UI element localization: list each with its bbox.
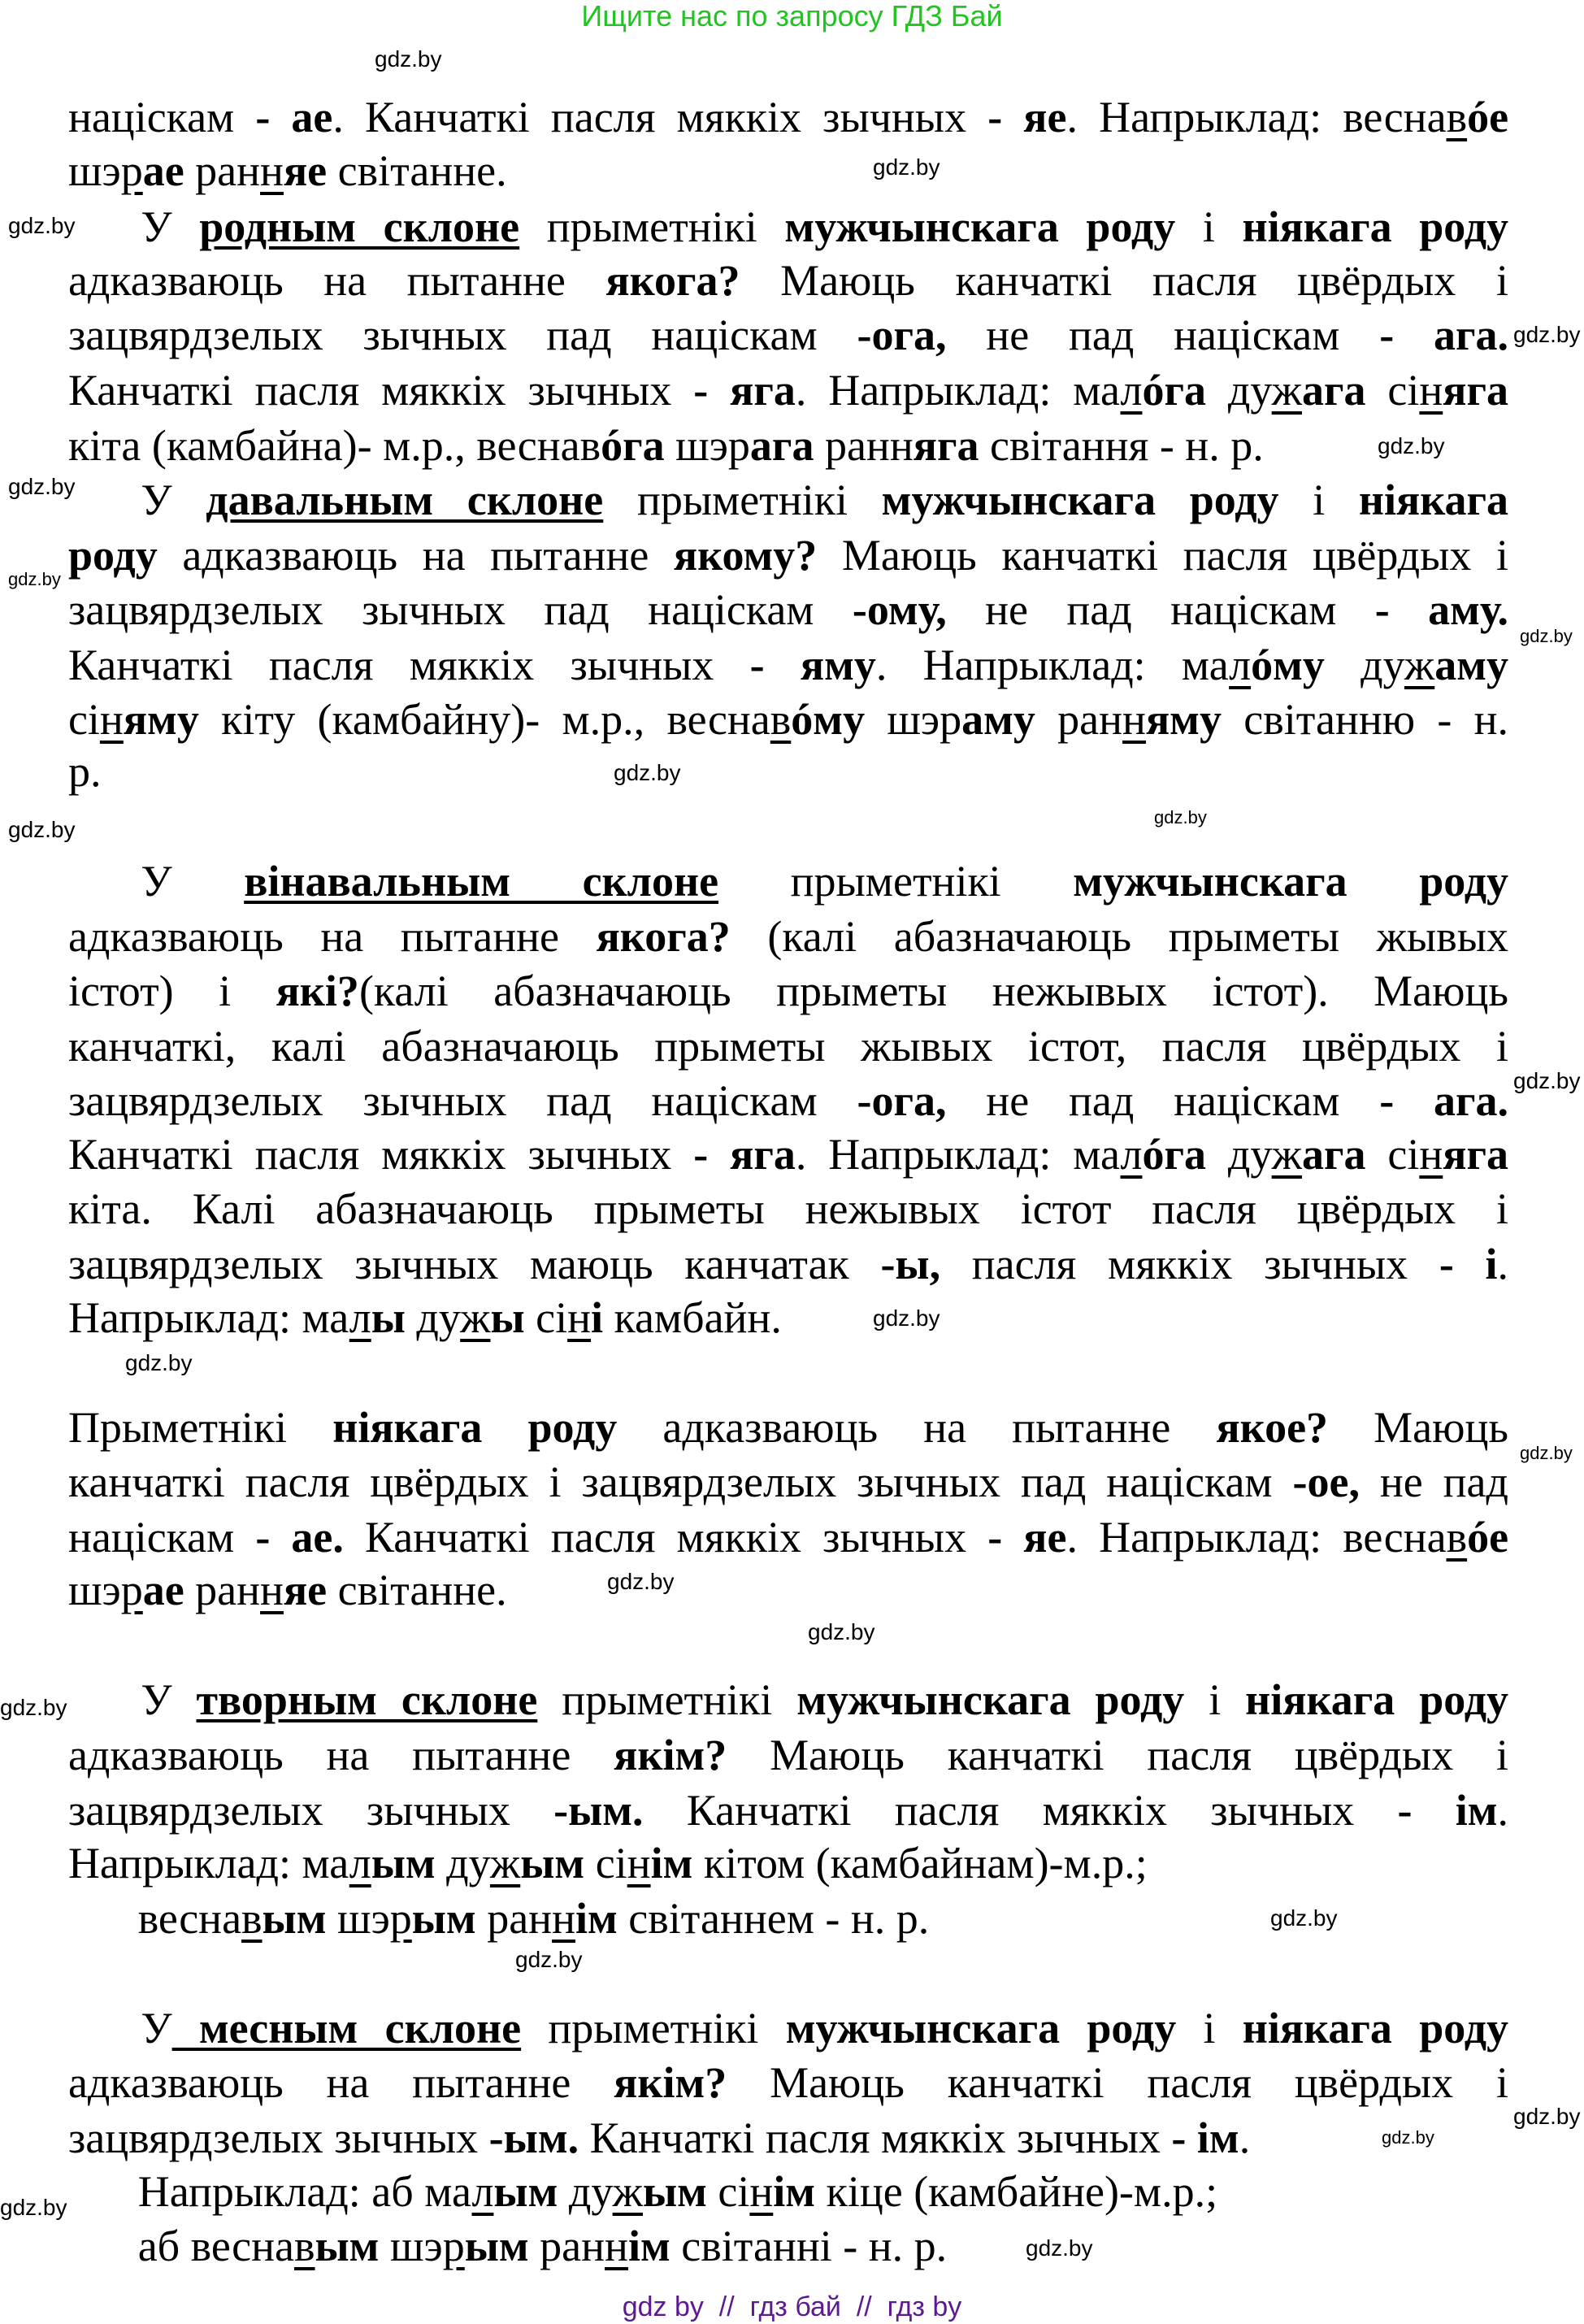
text-segment: р. [67,747,102,796]
text-line [68,531,1508,580]
text-segment: . [1497,1785,1508,1835]
underlined-letter: л [471,2166,494,2216]
text-segment: Маюць [1328,1402,1508,1452]
text-segment: і [1184,1675,1246,1725]
text-segment: н [889,420,914,470]
text-segment: Маюць канчаткі пасля цвёрдых і [727,2058,1508,2108]
text-line [68,747,102,796]
text-segment: націскам [67,93,256,142]
text-segment: Маюць канчаткі пасля цвёрдых і [727,1730,1508,1779]
bold-ending: мужчынскага роду [1073,857,1509,906]
text-segment: не пад націскам [946,311,1380,360]
text-segment: і [1175,202,1243,252]
text-segment: адказваюць на пытанне [67,1730,614,1779]
bold-ending: ым [520,1839,585,1888]
bold-ending: ае [142,146,184,195]
text-segment: Напрыклад: ма [67,1839,349,1888]
text-segment: прыметнікі [603,476,882,525]
case-heading: родным склоне [199,202,520,252]
underlined-letter: л [1120,1129,1143,1179]
text-segment: сі [524,1292,568,1342]
text-line [138,1894,930,1943]
text-segment: У [141,202,200,252]
bold-ending: яму [1145,695,1222,745]
bold-ending: якога? [605,255,740,305]
gdz-watermark: gdz.by [8,817,76,842]
text-segment: в [579,420,601,470]
text-segment: прыметнікі [718,857,1074,906]
text-segment: . [1239,2113,1251,2162]
text-segment: зацвярдзелых зычных пад націскам [67,311,857,360]
underlined-letter: ж [1271,365,1302,415]
gdz-watermark: gdz.by [125,1350,193,1375]
text-segment: Канчаткі пасля мяккіх зычных [643,1785,1398,1835]
text-line [68,256,1508,305]
text-line [68,1240,1508,1288]
text-segment: і [1176,2003,1243,2053]
text-line [68,2058,1508,2107]
underlined-letter: в [241,1893,263,1943]
text-line [68,967,1508,1015]
text-segment: зацвярдзелых зычных пад націскам [67,1076,857,1126]
gdz-watermark: gdz.by [1382,2127,1434,2148]
text-segment: світання - н. р. [979,420,1264,470]
bold-ending: óга [1142,1129,1206,1179]
case-heading: давальным склоне [206,476,604,525]
text-segment: шэ [67,146,121,195]
bold-ending: і [591,1292,604,1342]
text-line [68,1566,507,1614]
gdz-watermark: gdz.by [614,760,681,785]
text-segment: шэ [379,2222,443,2271]
text-segment: шэ [67,1566,121,1615]
text-segment: і [1278,476,1359,525]
text-segment: світанне. [327,146,507,195]
underlined-letter: н [567,1292,592,1342]
bold-ending: ы [371,1292,406,1342]
bold-ending: - яга [693,365,796,415]
bold-ending: роду [67,530,158,580]
gdz-watermark: gdz.by [1026,2235,1093,2261]
bold-ending: óму [791,695,866,745]
text-segment: . Канчаткі пасля мяккіх зычных [332,93,988,142]
underlined-letter: н [260,1566,284,1615]
text-line [68,366,1508,415]
text-segment: сі [584,1839,627,1888]
text-line [68,1022,1508,1071]
text-segment: Маюць канчаткі пасля цвёрдых і [817,530,1508,580]
gdz-watermark: gdz.by [873,1305,940,1331]
text-line [141,202,1508,251]
text-segment: не пад націскам [946,1076,1380,1126]
case-heading: вінавальным склоне [244,857,719,906]
text-line [68,146,507,195]
text-segment: ду [1324,640,1404,689]
text-line [68,1403,1508,1452]
text-segment: сі [706,2166,750,2216]
gdz-watermark: gdz.by [1513,2104,1581,2129]
bold-ending: - ім [1171,2113,1239,2162]
underlined-letter: л [1229,640,1252,689]
bold-ending: ім [773,2166,816,2216]
bold-ending: -ым. [553,1785,644,1835]
bold-ending: аму [961,695,1035,745]
underlined-letter: в [770,695,792,745]
case-heading: месным склоне [171,2003,522,2053]
text-line [68,421,1264,470]
underlined-letter: ж [460,1292,491,1342]
bold-ending: ніякага [1358,476,1509,525]
text-segment: сі [67,695,100,745]
text-segment: ран [475,1893,553,1943]
bold-ending: -ым. [488,2113,579,2162]
bold-ending: яга [1443,365,1509,415]
text-segment: адказваюць на пытанне [67,2058,614,2108]
bold-ending: якім? [614,1730,727,1779]
text-segment: не пад націскам [946,585,1375,635]
text-segment: кіту (камбайну)- м.р., весна [198,695,770,745]
bold-ending: ым [262,1893,327,1943]
text-segment: ду [435,1839,490,1888]
text-segment: ду [405,1292,461,1342]
text-line [68,641,1508,689]
text-line [68,93,1508,141]
text-segment: кіта (камбайна)- м.р., весна [67,420,580,470]
gdz-watermark: gdz.by [515,1947,583,1972]
text-line [68,1076,1508,1125]
bold-ending: ніякага роду [1245,1675,1509,1725]
text-line [68,585,1508,634]
bold-ending: - ага. [1379,1076,1508,1126]
bold-ending: яе [283,146,328,195]
gdz-watermark: gdz.by [1513,322,1581,347]
text-segment: шэ [326,1893,390,1943]
bold-ending: мужчынскага роду [796,1675,1185,1725]
text-segment: прыметнікі [519,202,785,252]
text-segment: прыметнікі [537,1675,797,1725]
text-segment: Маюць канчаткі пасля цвёрдых і [740,255,1508,305]
text-segment: . Напрыклад: весна [1066,1512,1447,1562]
underlined-letter: н [1419,365,1443,415]
bold-ending: якому? [673,530,818,580]
text-segment: Прыметнікі [67,1402,333,1452]
bold-ending: яга [1443,1129,1509,1179]
underlined-letter: н [1122,695,1146,745]
text-segment: . Напрыклад: ма [795,1129,1121,1179]
bold-ending: яе [283,1566,328,1615]
text-segment: ду [1205,1129,1272,1179]
bold-ending: ім [627,2222,670,2271]
underlined-letter: н [605,2222,628,2271]
gdz-watermark: gdz.by [808,1619,875,1644]
bold-ending: óму [1251,640,1325,689]
gdz-watermark: gdz.by [0,2195,67,2220]
bold-ending: ніякага роду [1242,202,1509,252]
bold-ending: óе [1467,93,1509,142]
bold-ending: ае [142,1566,184,1615]
text-segment: ран [184,146,261,195]
bold-ending: - яму [749,640,876,689]
underlined-letter: н [99,695,124,745]
bold-ending: якога? [596,911,731,961]
text-segment: Канчаткі пасля мяккіх зычных [67,640,750,689]
underlined-letter: р [120,1566,143,1615]
underlined-letter: в [1446,93,1468,142]
text-segment: У [141,2003,172,2053]
gdz-watermark: gdz.by [8,474,76,499]
text-line [141,476,1508,524]
text-segment: У [141,1675,197,1725]
bold-ending: ага [1301,365,1366,415]
underlined-letter: ж [612,2166,643,2216]
text-segment: канчаткі пасля цвёрдых і зацвярдзелых зычных пад націскам [67,1457,1293,1507]
gdz-watermark: gdz.by [1520,626,1573,646]
text-segment: зацвярдзелых зычных [67,2113,489,2162]
text-segment: канчаткі, калі абазначаюць прыметы жывых істот, пасля цвёрдых і [67,1021,1508,1071]
bold-ending: аму [1434,640,1509,689]
bold-ending: ім [650,1839,693,1888]
text-segment: світанне. [327,1566,507,1615]
text-segment: світаннем - н. р. [617,1893,930,1943]
text-segment: світанні - н. р. [670,2222,948,2271]
text-segment: кіта. Калі абазначаюць прыметы нежывых істот пасля цвёрдых і [67,1184,1508,1234]
text-segment: адказваюць на пытанне [157,530,674,580]
text-line [68,912,1508,961]
underlined-letter: в [294,2222,315,2271]
gdz-watermark: gdz.by [1520,1443,1573,1463]
text-segment: істот) і [67,967,276,1016]
underlined-letter: в [1446,1512,1468,1562]
text-line [68,2113,1250,2162]
bold-ending: - ага. [1379,311,1508,360]
text-segment: ду [558,2166,613,2216]
text-segment: ран [184,1566,261,1615]
bold-ending: якое? [1216,1402,1329,1452]
text-line [141,2004,1508,2053]
text-line [68,1184,1508,1233]
text-line [68,1731,1508,1779]
bold-ending: ым [493,2166,558,2216]
bold-ending: - і [1439,1239,1498,1288]
gdz-watermark: gdz.by [8,569,61,589]
text-segment: зацвярдзелых зычных [67,1785,554,1835]
bold-ending: ага [749,420,814,470]
underlined-letter: р [442,2222,465,2271]
text-segment: зацвярдзелых зычных маюць канчатак [67,1239,881,1288]
bold-ending: - яга [693,1129,796,1179]
text-segment: ран [1035,695,1123,745]
bold-ending: якім? [614,2058,727,2108]
bold-ending: óга [1142,365,1206,415]
case-heading: творным склоне [196,1675,538,1725]
text-segment: зацвярдзелых зычных пад націскам [67,585,853,635]
bold-ending: яму [123,695,199,745]
gdz-watermark: gdz.by [1513,1068,1581,1093]
text-segment: Канчаткі пасля мяккіх зычных [67,365,694,415]
underlined-letter: р [120,146,143,195]
gdz-watermark: gdz.by [375,46,442,72]
text-line [68,1130,1508,1179]
text-segment: . Напрыклад: ма [875,640,1230,689]
text-segment: кіце (камбайне)-м.р.; [815,2166,1218,2216]
bold-ending: ы [490,1292,525,1342]
text-line [68,1293,782,1342]
bold-ending: які? [276,967,359,1016]
text-segment: (калі абазначаюць прыметы жывых [730,911,1508,961]
bold-ending: ым [642,2166,707,2216]
bold-ending: - аму. [1374,585,1509,635]
text-segment: аб весна [137,2222,294,2271]
gdz-watermark: gdz.by [873,154,940,180]
gdz-watermark: gdz.by [0,1695,67,1720]
gdz-watermark: gdz.by [8,213,76,238]
underlined-letter: н [749,2166,774,2216]
text-segment: сі [1365,1129,1420,1179]
underlined-letter: л [349,1839,371,1888]
text-segment: Напрыклад: ма [67,1292,349,1342]
text-segment: адказваюць на пытанне [67,911,597,961]
text-line [68,1786,1508,1835]
text-segment: (калі абазначаюць прыметы нежывых істот). Маюць [358,967,1508,1016]
text-segment: камбайн. [603,1292,782,1342]
gdz-watermark: gdz.by [1154,807,1207,828]
bold-ending: мужчынскага роду [785,2003,1177,2053]
text-line [141,857,1508,906]
underlined-letter: ж [1404,640,1435,689]
gdz-watermark: gdz.by [607,1569,675,1594]
bold-ending: - ім [1397,1785,1498,1835]
text-segment: . Напрыклад: ма [795,365,1121,415]
text-segment: шэр [664,420,750,470]
text-segment: не пад [1359,1457,1508,1507]
bold-ending: ым [411,1893,476,1943]
text-segment: Напрыклад: аб ма [137,2166,472,2216]
bold-ending: ым [464,2222,529,2271]
bold-ending: ым [371,1839,436,1888]
text-segment: весна [137,1893,242,1943]
text-segment: пасля мяккіх зычных [940,1239,1439,1288]
bold-ending: ніякага роду [1242,2003,1509,2053]
text-segment: У [141,857,245,906]
text-segment: Канчаткі пасля мяккіх зычных [579,2113,1172,2162]
bold-ending: óе [1467,1512,1509,1562]
bold-ending: мужчынскага роду [784,202,1176,252]
text-line [68,1839,1148,1887]
text-segment: ран [814,420,890,470]
text-segment: У [141,476,206,525]
text-segment: . [1497,1239,1508,1288]
bold-ending: - яе [987,1512,1067,1562]
text-segment: прыметнікі [521,2003,786,2053]
underlined-letter: л [1120,365,1143,415]
underlined-letter: н [552,1893,575,1943]
underlined-letter: н [260,146,284,195]
underlined-letter: н [627,1839,651,1888]
text-line [68,1457,1508,1506]
bold-ending: ім [575,1893,618,1943]
bold-ending: -ому, [852,585,947,635]
bold-ending: - ае. [255,1512,344,1562]
text-line [141,1675,1508,1724]
underlined-letter: н [1419,1129,1443,1179]
underlined-letter: ж [489,1839,521,1888]
bold-ending: яга [913,420,979,470]
text-segment: Канчаткі пасля мяккіх зычных [67,1129,694,1179]
text-line [68,695,1508,744]
bold-ending: -ы, [880,1239,941,1288]
bold-ending: ніякага роду [332,1402,618,1452]
gdz-watermark: gdz.by [1270,1905,1338,1931]
text-segment: ран [528,2222,605,2271]
bold-ending: -ога, [857,1076,947,1126]
bold-ending: ым [315,2222,380,2271]
bold-ending: -ога, [857,311,947,360]
underlined-letter: л [349,1292,371,1342]
bold-ending: -ое, [1292,1457,1360,1507]
underlined-letter: р [389,1893,412,1943]
text-segment: ду [1205,365,1272,415]
bold-ending: óга [601,420,665,470]
text-line [68,1513,1508,1562]
text-segment: адказваюць на пытанне [67,255,606,305]
text-segment: . Напрыклад: весна [1066,93,1447,142]
search-hint-banner: Ищите нас по запросу ГДЗ Бай [581,0,1003,33]
bold-ending: ага [1301,1129,1366,1179]
gdz-watermark: gdz.by [1378,433,1445,458]
underlined-letter: ж [1271,1129,1302,1179]
text-segment: сі [1365,365,1420,415]
text-line [138,2222,947,2270]
text-segment: Канчаткі пасля мяккіх зычных [343,1512,988,1562]
text-segment: шэр [865,695,962,745]
text-segment: адказваюць на пытанне [617,1402,1217,1452]
text-segment: націскам [67,1512,256,1562]
bold-ending: - ае [255,93,333,142]
bold-ending: мужчынскага роду [881,476,1279,525]
text-segment: світанню - н. [1221,695,1508,745]
text-line [68,311,1508,359]
text-line [138,2167,1217,2216]
text-segment: кітом (камбайнам)-м.р.; [692,1839,1148,1888]
bold-ending: - яе [987,93,1067,142]
footer-links: gdz by // гдз бай // гдз by [622,2291,962,2322]
